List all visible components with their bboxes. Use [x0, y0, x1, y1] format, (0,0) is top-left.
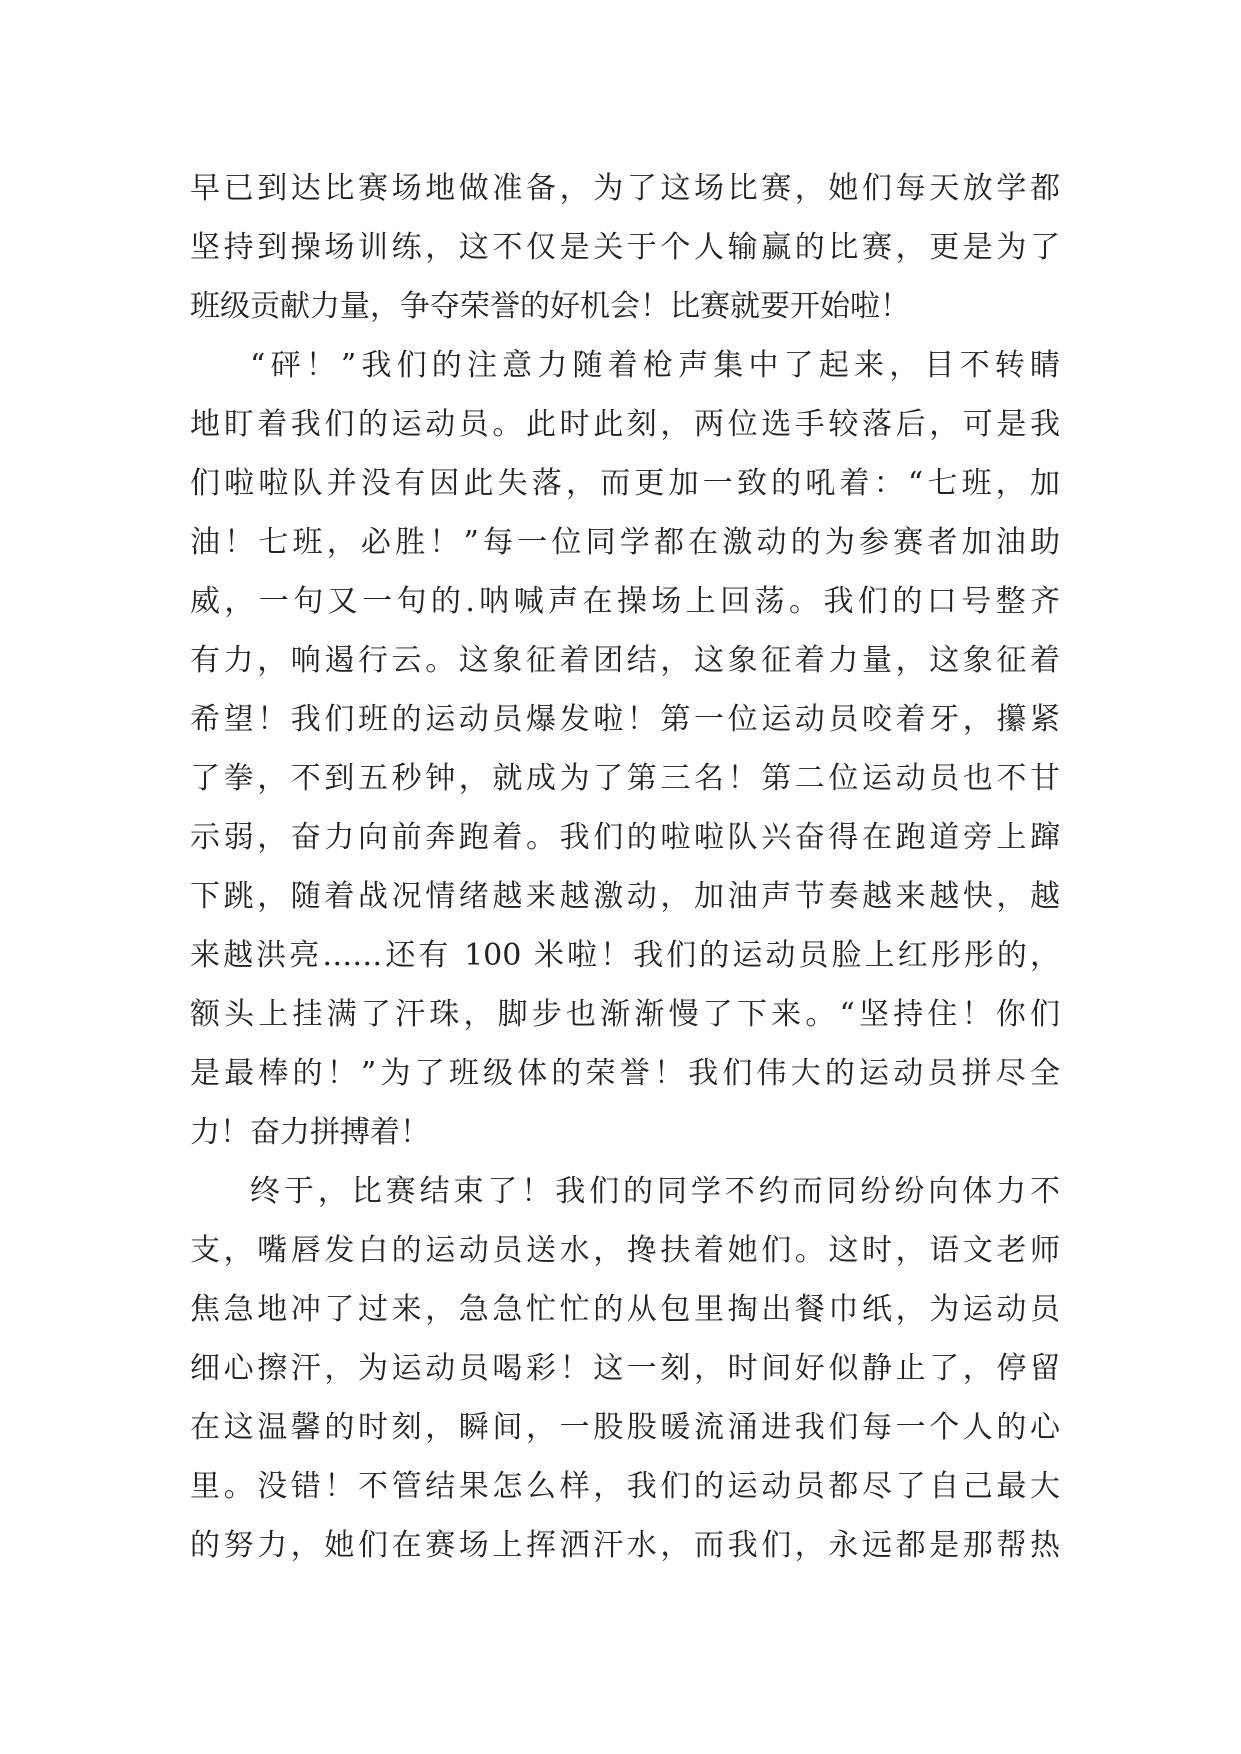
text-line: 示弱，奋力向前奔跑着。我们的啦啦队兴奋得在跑道旁上蹿 — [190, 820, 1060, 855]
text-line: “砰！”我们的注意力随着枪声集中了起来，目不转睛 — [250, 348, 1060, 383]
text-line: 有力，响遏行云。这象征着团结，这象征着力量，这象征着 — [190, 643, 1060, 678]
text-line: 油！七班，必胜！”每一位同学都在激动的为参赛者加油助 — [190, 525, 1060, 560]
text-line: 来越洪亮……还有 100 米啦！我们的运动员脸上红彤彤的， — [190, 938, 1060, 973]
text-line: 焦急地冲了过来，急急忙忙的从包里掏出餐巾纸，为运动员 — [190, 1292, 1060, 1327]
text-line: 地盯着我们的运动员。此时此刻，两位选手较落后，可是我 — [190, 407, 1060, 442]
text-line: 力！奋力拼搏着！ — [190, 1115, 430, 1150]
text-line: 们啦啦队并没有因此失落，而更加一致的吼着：“七班，加 — [190, 466, 1060, 501]
text-line: 希望！我们班的运动员爆发啦！第一位运动员咬着牙，攥紧 — [190, 702, 1060, 737]
text-line: 终于，比赛结束了！我们的同学不约而同纷纷向体力不 — [250, 1174, 1060, 1209]
text-line: 在这温馨的时刻，瞬间，一股股暖流涌进我们每一个人的心 — [190, 1410, 1060, 1445]
text-line: 下跳，随着战况情绪越来越激动，加油声节奏越来越快，越 — [190, 879, 1060, 914]
text-line: 细心擦汗，为运动员喝彩！这一刻，时间好似静止了，停留 — [190, 1351, 1060, 1386]
text-line: 坚持到操场训练，这不仅是关于个人输赢的比赛，更是为了 — [190, 230, 1060, 265]
text-line: 额头上挂满了汗珠，脚步也渐渐慢了下来。“坚持住！你们 — [190, 997, 1060, 1032]
text-line: 早已到达比赛场地做准备，为了这场比赛，她们每天放学都 — [190, 171, 1060, 206]
text-line: 是最棒的！”为了班级体的荣誉！我们伟大的运动员拼尽全 — [190, 1056, 1060, 1091]
text-line: 里。没错！不管结果怎么样，我们的运动员都尽了自己最大 — [190, 1469, 1060, 1504]
text-line: 威，一句又一句的.呐喊声在操场上回荡。我们的口号整齐 — [190, 584, 1060, 619]
text-line: 支，嘴唇发白的运动员送水，搀扶着她们。这时，语文老师 — [190, 1233, 1060, 1268]
text-line: 的努力，她们在赛场上挥洒汗水，而我们，永远都是那帮热 — [190, 1528, 1060, 1563]
body-text — [190, 159, 1060, 1575]
text-line: 了拳，不到五秒钟，就成为了第三名！第二位运动员也不甘 — [190, 761, 1060, 796]
text-line: 班级贡献力量，争夺荣誉的好机会！比赛就要开始啦！ — [190, 289, 910, 324]
